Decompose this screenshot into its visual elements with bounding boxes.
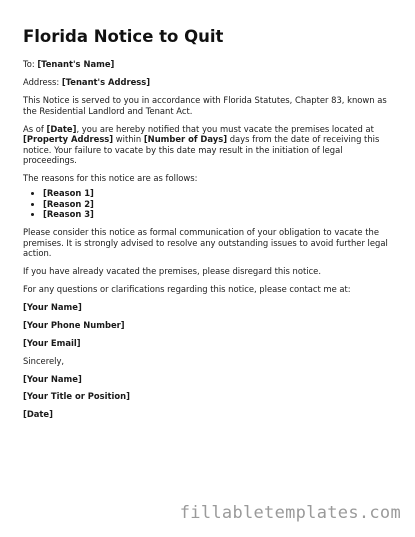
formal-paragraph: Please consider this notice as formal communication of your obligation to vacate the premises. It is strongly advised to resolve any outstanding issues to avoid further legal action. xyxy=(23,227,388,259)
disregard-paragraph: If you have already vacated the premises, please disregard this notice. xyxy=(23,266,321,277)
signature-name-field: [Your Name] xyxy=(23,373,82,384)
recipient-line xyxy=(23,59,395,70)
notice-text-4: days from the date of receiving this notice. Your failure to vacate by this date may result in the initiation of legal proceedings. xyxy=(23,134,380,166)
reasons-intro: The reasons for this notice are as follows: xyxy=(23,173,198,184)
notice-text-2: , you are hereby notified that you must vacate the premises located at xyxy=(76,123,374,134)
title-position-field: [Your Title or Position] xyxy=(23,391,130,402)
property-address-field: [Property Address] xyxy=(23,134,114,145)
number-of-days-field: [Number of Days] xyxy=(143,134,228,145)
reason-item: • [Reason 2] xyxy=(43,199,395,210)
phone-number-field: [Your Phone Number] xyxy=(23,320,125,330)
notice-text-3: within xyxy=(113,134,144,145)
notice-date-field: [Date] xyxy=(46,123,77,134)
notice-paragraph xyxy=(23,124,395,166)
address-line xyxy=(23,77,395,88)
document-page xyxy=(23,27,395,427)
tenant-address-field: [Tenant's Address] xyxy=(61,76,151,87)
email-field: [Your Email] xyxy=(23,337,81,348)
notice-text-1: As of xyxy=(23,123,47,134)
site-watermark: fillabletemplates.com xyxy=(179,503,401,523)
reasons-list xyxy=(23,188,395,220)
reason-item: • [Reason 3] xyxy=(43,209,395,220)
intro-paragraph: This Notice is served to you in accordance with Florida Statutes, Chapter 83, known as the Residential Landlord and Tenant Act. xyxy=(23,94,387,116)
to-label: To: xyxy=(23,59,38,69)
reason-item: • [Reason 1] xyxy=(43,188,395,199)
closing-line: Sincerely, xyxy=(23,355,65,366)
your-name-field: [Your Name] xyxy=(23,302,82,313)
contact-paragraph: For any questions or clarifications regarding this notice, please contact me at: xyxy=(23,284,351,295)
address-label: Address: xyxy=(23,76,62,87)
document-title: Florida Notice to Quit xyxy=(23,27,224,46)
signature-date-field: [Date] xyxy=(23,409,53,420)
tenant-name-field: [Tenant's Name] xyxy=(37,59,115,69)
